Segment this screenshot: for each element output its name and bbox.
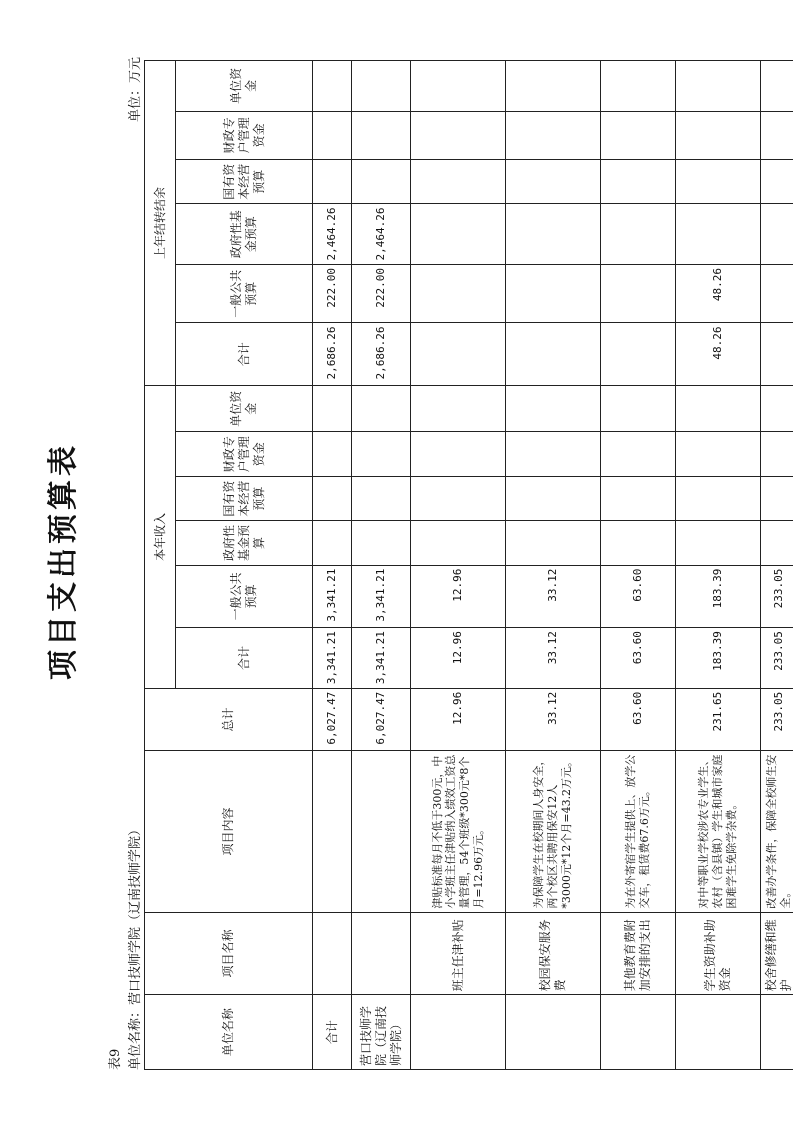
cell-unit [676, 995, 761, 1070]
cell-co-state [601, 160, 676, 204]
cell-inc-general: 12.96 [411, 565, 506, 628]
cell-inc-total: 12.96 [411, 628, 506, 689]
cell-co-fiscal [411, 111, 506, 159]
header-income-fiscal-special: 财政专户管理资金 [176, 432, 313, 476]
header-income-state-capital: 国有资本经营预算 [176, 476, 313, 520]
cell-project: 校舍修缮和维护 [761, 912, 793, 995]
cell-inc-total: 233.05 [761, 628, 793, 689]
cell-content: 津贴标准每月不低于300元，中小学班主任津贴纳入绩效工资总量管理，54个班级*300元*8个月=12.96万元。 [411, 751, 506, 912]
cell-total: 6,027.47 [313, 688, 352, 751]
cell-inc-state [761, 476, 793, 520]
cell-co-general [506, 264, 601, 323]
cell-co-general: 48.26 [676, 264, 761, 323]
cell-co-state [313, 160, 352, 204]
cell-inc-general: 3,341.21 [313, 565, 352, 628]
cell-unit: 合计 [313, 995, 352, 1070]
table-number: 表9 [108, 1048, 123, 1070]
cell-co-total [601, 323, 676, 386]
cell-inc-gov [761, 521, 793, 565]
cell-inc-gov [506, 521, 601, 565]
cell-co-gov [761, 204, 793, 265]
cell-inc-state [601, 476, 676, 520]
cell-co-fiscal [506, 111, 601, 159]
cell-inc-fiscal [761, 432, 793, 476]
cell-inc-gov [411, 521, 506, 565]
cell-co-general [601, 264, 676, 323]
cell-inc-state [676, 476, 761, 520]
cell-co-unit [506, 61, 601, 112]
cell-inc-unit [352, 386, 411, 432]
cell-total: 231.65 [676, 688, 761, 751]
cell-content: 为保障学生在校期间人身安全，两个校区共聘用保安12人*3000元*12个月=43.2万元。 [506, 751, 601, 912]
currency-unit-label: 单位：万元 [128, 56, 143, 122]
header-carryover-unit-funds: 单位资金 [176, 61, 313, 112]
cell-inc-unit [676, 386, 761, 432]
header-income-gov-fund: 政府性基金预算 [176, 521, 313, 565]
cell-inc-fiscal [506, 432, 601, 476]
cell-co-fiscal [761, 111, 793, 159]
header-carryover-general: 一般公共预算 [176, 264, 313, 323]
cell-co-state [506, 160, 601, 204]
cell-inc-total: 3,341.21 [313, 628, 352, 689]
cell-unit [601, 995, 676, 1070]
cell-co-fiscal [313, 111, 352, 159]
table-row [506, 61, 601, 1070]
cell-project [352, 912, 411, 995]
cell-inc-total: 33.12 [506, 628, 601, 689]
cell-inc-general: 233.05 [761, 565, 793, 628]
header-current-income: 本年收入 [145, 386, 176, 689]
cell-content: 改善办学条件，保障全校师生安全。 [761, 751, 793, 912]
cell-inc-general: 33.12 [506, 565, 601, 628]
cell-co-gov: 2,464.26 [352, 204, 411, 265]
table-row [676, 61, 761, 1070]
cell-inc-gov [676, 521, 761, 565]
cell-co-total: 48.26 [676, 323, 761, 386]
cell-co-unit [352, 61, 411, 112]
table-row [601, 61, 676, 1070]
cell-inc-general: 3,341.21 [352, 565, 411, 628]
cell-content: 对中等职业学校涉农专业学生、农村（含县镇）学生和城市家庭困难学生免除学杂费。 [676, 751, 761, 912]
cell-project [313, 912, 352, 995]
cell-inc-unit [506, 386, 601, 432]
cell-co-state [761, 160, 793, 204]
cell-co-state [352, 160, 411, 204]
cell-unit [761, 995, 793, 1070]
table-row [411, 61, 506, 1070]
cell-co-unit [601, 61, 676, 112]
cell-unit [411, 995, 506, 1070]
cell-co-total: 2,686.26 [313, 323, 352, 386]
cell-co-total: 2,686.26 [352, 323, 411, 386]
cell-co-general [761, 264, 793, 323]
cell-total: 63.60 [601, 688, 676, 751]
cell-project: 学生资助补助资金 [676, 912, 761, 995]
cell-co-total [506, 323, 601, 386]
cell-co-gov [506, 204, 601, 265]
header-row-1 [145, 61, 176, 1070]
cell-co-unit [313, 61, 352, 112]
cell-co-fiscal [352, 111, 411, 159]
header-income-general: 一般公共预算 [176, 565, 313, 628]
cell-co-unit [676, 61, 761, 112]
cell-co-gov: 2,464.26 [313, 204, 352, 265]
cell-co-general: 222.00 [352, 264, 411, 323]
cell-project: 校园保安服务费 [506, 912, 601, 995]
cell-inc-general: 63.60 [601, 565, 676, 628]
cell-inc-state [352, 476, 411, 520]
cell-inc-state [411, 476, 506, 520]
cell-inc-total: 183.39 [676, 628, 761, 689]
header-carryover: 上年结转结余 [145, 61, 176, 386]
cell-inc-fiscal [601, 432, 676, 476]
header-carryover-subtotal: 合计 [176, 323, 313, 386]
table-row [761, 61, 793, 1070]
header-project-name: 项目名称 [145, 912, 313, 995]
header-unit: 单位名称 [145, 995, 313, 1070]
cell-inc-state [506, 476, 601, 520]
cell-project: 其他教育费附加安排的支出 [601, 912, 676, 995]
cell-co-unit [761, 61, 793, 112]
cell-inc-unit [761, 386, 793, 432]
cell-content [313, 751, 352, 912]
cell-co-total [761, 323, 793, 386]
cell-co-state [411, 160, 506, 204]
header-carryover-state-capital: 国有资本经营预算 [176, 160, 313, 204]
header-carryover-gov-fund: 政府性基金预算 [176, 204, 313, 265]
page-title: 项目支出预算表 [46, 442, 81, 680]
header-income-unit-funds: 单位资金 [176, 386, 313, 432]
header-total: 总计 [145, 688, 313, 751]
table-row-unit [352, 61, 411, 1070]
cell-unit [506, 995, 601, 1070]
cell-inc-fiscal [676, 432, 761, 476]
header-income-subtotal: 合计 [176, 628, 313, 689]
cell-inc-state [313, 476, 352, 520]
cell-unit: 营口技师学院（辽南技师学院） [352, 995, 411, 1070]
cell-inc-unit [411, 386, 506, 432]
cell-co-fiscal [676, 111, 761, 159]
cell-inc-unit [313, 386, 352, 432]
cell-co-gov [601, 204, 676, 265]
cell-inc-fiscal [411, 432, 506, 476]
cell-total: 233.05 [761, 688, 793, 751]
cell-co-fiscal [601, 111, 676, 159]
cell-content: 为在外寄宿学生提供上、放学公交车，租赁费67.6万元。 [601, 751, 676, 912]
cell-inc-gov [601, 521, 676, 565]
cell-inc-unit [601, 386, 676, 432]
cell-inc-fiscal [313, 432, 352, 476]
cell-inc-total: 63.60 [601, 628, 676, 689]
cell-inc-total: 3,341.21 [352, 628, 411, 689]
unit-name-label: 单位名称：营口技师学院（辽南技师学院） [128, 822, 143, 1070]
header-carryover-fiscal-special: 财政专户管理资金 [176, 111, 313, 159]
cell-total: 12.96 [411, 688, 506, 751]
header-project-content: 项目内容 [145, 751, 313, 912]
cell-co-general: 222.00 [313, 264, 352, 323]
cell-co-general [411, 264, 506, 323]
cell-inc-gov [313, 521, 352, 565]
cell-co-state [676, 160, 761, 204]
cell-total: 33.12 [506, 688, 601, 751]
cell-total: 6,027.47 [352, 688, 411, 751]
project-budget-table [144, 60, 793, 1070]
cell-co-gov [676, 204, 761, 265]
cell-inc-gov [352, 521, 411, 565]
cell-co-total [411, 323, 506, 386]
cell-co-unit [411, 61, 506, 112]
table-row-total [313, 61, 352, 1070]
cell-content [352, 751, 411, 912]
cell-inc-fiscal [352, 432, 411, 476]
cell-inc-general: 183.39 [676, 565, 761, 628]
cell-co-gov [411, 204, 506, 265]
cell-project: 班主任津补贴 [411, 912, 506, 995]
